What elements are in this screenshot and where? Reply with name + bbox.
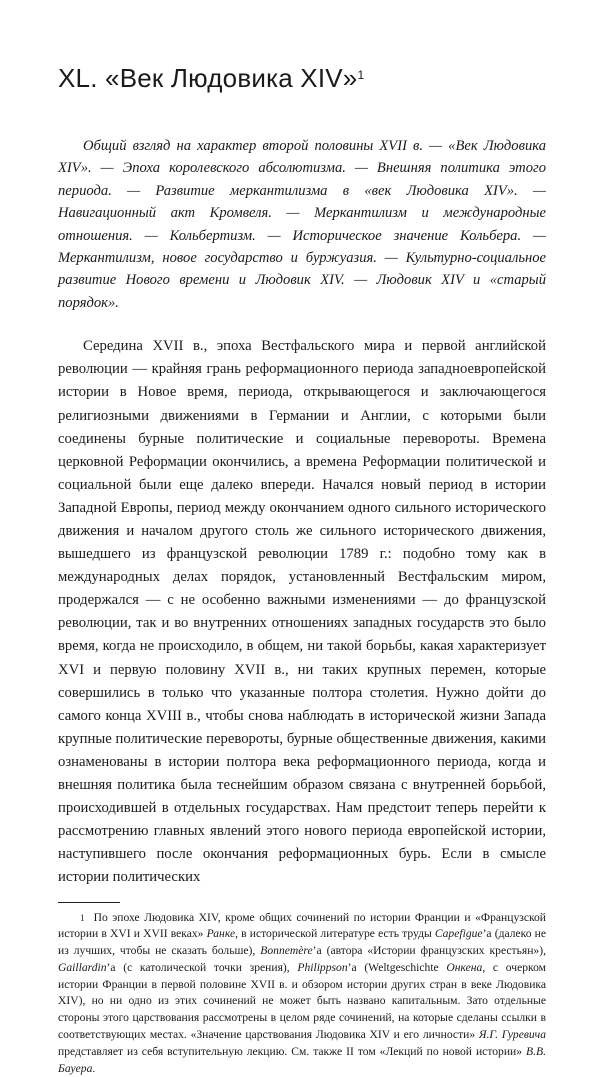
footnote-text-3: ’а (далеко не из лучших, чтобы не сказать больше), (58, 927, 546, 957)
body-paragraph: Середина XVII в., эпоха Вестфальского мира и первой английской революции — крайняя грань реформационного периода западноевропейской истории в Новое время, периода, открывающегося и заключающегося религиозными движениями в Германии и Англии, с которыми были соединены бурные политические и социальные перевороты. Времена церковной Реформации окончились, а времена Реформации политической и социальной были еще далеко впереди. Начался новый период в истории Западной Европы, период между окончанием одного сильного исторического движения и началом другого столь же сильного исторического движения, вышедшего из французской революции 1789 г.: подобно тому как в международных делах порядок, установленный Вестфальским миром, продержался — с не особенно важными изменениями — до французской революции, так и во внутренних отношениях западных государств это было время, когда не происходило, в общем, ни такой борьбы, какая характеризует XVI и первую половину XVII в., ни таких крупных перемен, которые совершились в только что указанные полтора столетия. Нужно дойти до самого конца XVIII в., чтобы снова наблюдать в исторической жизни Запада крупные политические перевороты, бурные общественные движения, какими ознаменованы в истории полтора века реформационного периода, когда и внешняя политика была теснейшим образом связана с внутренней борьбой, происходившей в отдельных государствах. Нам предстоит теперь перейти к рассмотрению главных явлений этого нового периода европейской истории, наступившего после окончания реформационных бурь. Если в смысле истории политических (58, 335, 546, 889)
footnote-text-6: ’а (Weltgeschichte (348, 961, 447, 974)
book-page (58, 62, 546, 1077)
footnote-mark: 1 (80, 913, 85, 923)
footnote-text-7: , с очерком истории Франции в первой половине XVII в. и обзором истории других стран в веке Людовика XIV), но ни одно из этих сочинений не может быть названо капитальным. Зато отдельные стороны этого царствования рассмотрены в целом ряде сочинений, на которые сделаны ссылки в соответствующих местах. «Значение царствования Людовика XIV и его личности» (58, 961, 546, 1041)
footnote-author-bonnemere: Bonnemère (260, 944, 312, 957)
chapter-title (58, 62, 546, 94)
footnote-author-philippson: Philippson (297, 961, 347, 974)
footnote-author-gaillardin: Gaillardin (58, 961, 107, 974)
footnote-text-2: , в исторической литературе есть труды (235, 927, 435, 940)
footnote-text-8: представляет из себя вступительную лекцию. См. также II том «Лекций по новой истории» (58, 1045, 526, 1058)
footnote-author-bauer: В.В. Бауера (58, 1045, 546, 1075)
footnote-divider (58, 902, 120, 903)
chapter-title-text: XL. «Век Людовика XIV» (58, 63, 357, 93)
footnote-author-gurevich: Я.Г. Гуревича (479, 1028, 546, 1041)
footnote-text-5: ’а (с католической точки зрения), (107, 961, 298, 974)
footnote-author-capefigue: Capefigue (435, 927, 483, 940)
footnote-author-onken: Онкена (446, 961, 482, 974)
footnote-text-9: . (92, 1062, 95, 1075)
footnote (58, 910, 546, 1077)
footnote-author-ranke: Ранке (207, 927, 235, 940)
footnote-text-1: По эпохе Людовика XIV, кроме общих сочинений по истории Франции и «Французской истории в XVI и XVII веках» (58, 911, 546, 941)
chapter-footnote-ref[interactable]: 1 (357, 68, 364, 82)
chapter-summary: Общий взгляд на характер второй половины XVII в. — «Век Людовика XIV». — Эпоха королевского абсолютизма. — Внешняя политика этого периода. — Развитие меркантилизма в «век Людовика XIV». — Навигационный акт Кромвеля. — Меркантилизм и международные отношения. — Кольбертизм. — Историческое значение Кольбера. — Меркантилизм, новое государство и буржуазия. — Культурно-социальное развитие Нового времени и Людовик XIV. — Людовик XIV и «старый порядок». (58, 135, 546, 314)
footnote-text-4: ’а (автора «Истории французских крестьян»), (313, 944, 546, 957)
